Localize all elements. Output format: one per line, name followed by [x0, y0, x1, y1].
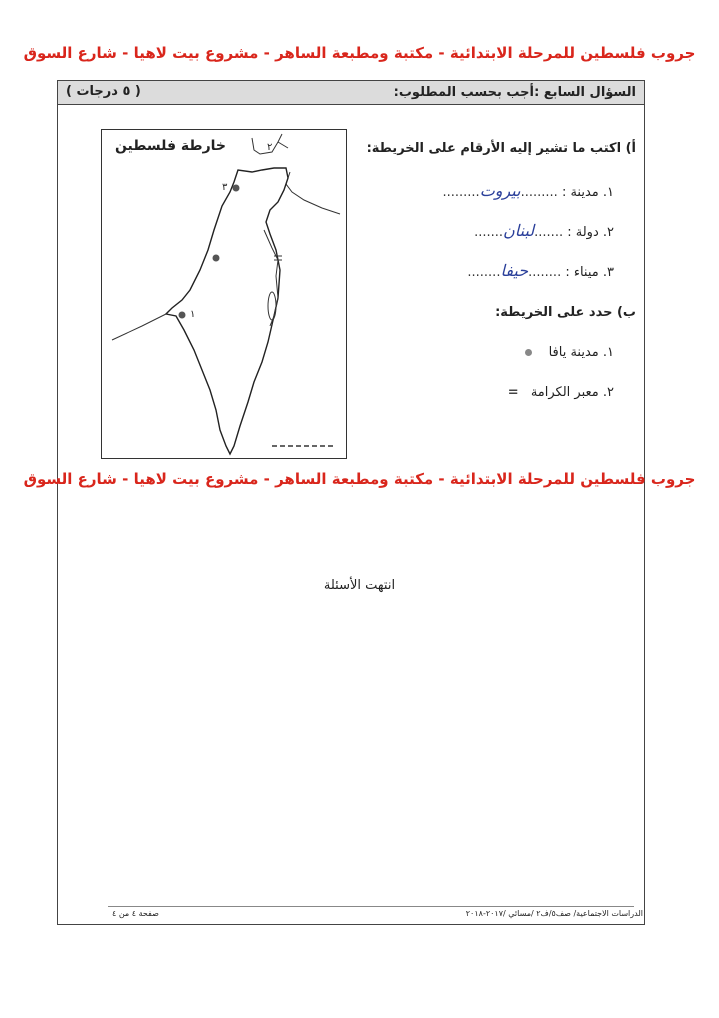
map-label-3: ٣ — [222, 182, 228, 193]
handwritten-answer-2: لبنان — [503, 221, 535, 240]
palestine-outline — [166, 168, 288, 454]
locate-item-2 — [508, 385, 614, 400]
map-title: خارطة فلسطين — [114, 138, 226, 154]
answer-line-1: ١. مدينة : .........بيروت......... — [442, 181, 614, 200]
map-dot-1 — [179, 312, 186, 319]
header-banner: جروب فلسطين للمرحلة الابتدائية - مكتبة ومطبعة الساهر - مشروع بيت لاهيا - شارع السوق — [23, 44, 696, 62]
crossing-symbol-icon: = — [507, 385, 519, 400]
end-of-questions: انتهت الأسئلة — [323, 578, 396, 593]
answer-label-2: ٢. دولة : — [567, 225, 614, 240]
question-number: السؤال السابع : — [534, 85, 636, 100]
mid-banner: جروب فلسطين للمرحلة الابتدائية - مكتبة ومطبعة الساهر - مشروع بيت لاهيا - شارع السوق — [23, 470, 696, 488]
handwritten-answer-1: بيروت — [479, 181, 521, 200]
answer-label-1: ١. مدينة : — [561, 185, 614, 200]
city-dot-icon — [525, 349, 532, 356]
answer-line-2: ٢. دولة : .......لبنان....... — [474, 221, 614, 240]
question-instruction: أجب بحسب المطلوب: — [393, 85, 534, 100]
map-label-2: ٢ — [267, 142, 273, 153]
jaffa-dot — [213, 255, 220, 262]
footer-divider — [108, 906, 634, 907]
question-marks: ( ٥ درجات ) — [66, 84, 141, 99]
handwritten-answer-3: حيفا — [500, 261, 529, 280]
sinai-coast — [112, 314, 166, 340]
footer-course-info: الدراسات الاجتماعية/ صف٥/ف٢ /مسائي /٢٠١٧-٢٠١٨ — [465, 909, 643, 918]
footer-page-number: صفحة ٤ من ٤ — [112, 909, 159, 918]
palestine-map — [101, 129, 347, 459]
locate-label-1: ١. مدينة يافا — [548, 345, 614, 360]
map-label-1: ١ — [190, 309, 196, 320]
map-dot-3 — [233, 185, 240, 192]
map-outline — [102, 130, 345, 457]
golan-border — [286, 172, 340, 214]
locate-item-1 — [525, 345, 614, 360]
part-a-title: أ) اكتب ما تشير إليه الأرقام على الخريطة: — [366, 141, 636, 156]
answer-line-3: ٣. ميناء : ........حيفا........ — [467, 261, 614, 280]
part-b-title: ب) حدد على الخريطة: — [495, 305, 636, 320]
question-frame — [57, 80, 645, 925]
locate-label-2: ٢. معبر الكرامة — [530, 385, 614, 400]
answer-label-3: ٣. ميناء : — [565, 265, 614, 280]
question-header-bar — [58, 81, 644, 105]
